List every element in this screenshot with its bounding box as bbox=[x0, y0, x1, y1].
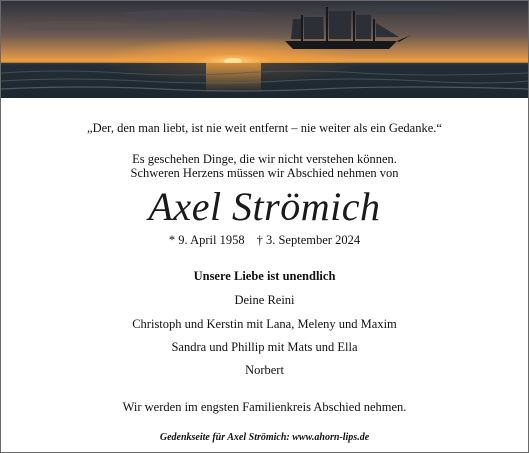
memorial-page-link[interactable]: Gedenkseite für Axel Strömich: www.ahorn-lips.de bbox=[159, 432, 370, 443]
mourner-line: Sandra und Phillip mit Mats und Ella bbox=[171, 340, 358, 354]
mourners-heading: Unsere Liebe ist unendlich bbox=[193, 269, 336, 283]
life-dates bbox=[1, 233, 528, 248]
memorial-quote: „Der, den man liebt, ist nie weit entfernt – nie weiter als ein Gedanke.“ bbox=[87, 121, 442, 135]
birth-date: * 9. April 1958 bbox=[168, 233, 245, 247]
closing-note: Wir werden im engsten Familienkreis Abschied nehmen. bbox=[122, 400, 407, 414]
mourner-line: Deine Reini bbox=[234, 293, 295, 307]
intro-line: Es geschehen Dinge, die wir nicht verstehen können. bbox=[132, 152, 397, 166]
death-date: † 3. September 2024 bbox=[256, 233, 361, 247]
mourner-line: Christoph und Kerstin mit Lana, Meleny und Maxim bbox=[132, 317, 397, 331]
deceased-name: Axel Strömich bbox=[148, 184, 381, 229]
sailing-ship-sunset-image bbox=[1, 1, 528, 98]
mourner-line: Norbert bbox=[245, 363, 284, 377]
intro-line: Schweren Herzens müssen wir Abschied nehmen von bbox=[130, 166, 399, 180]
